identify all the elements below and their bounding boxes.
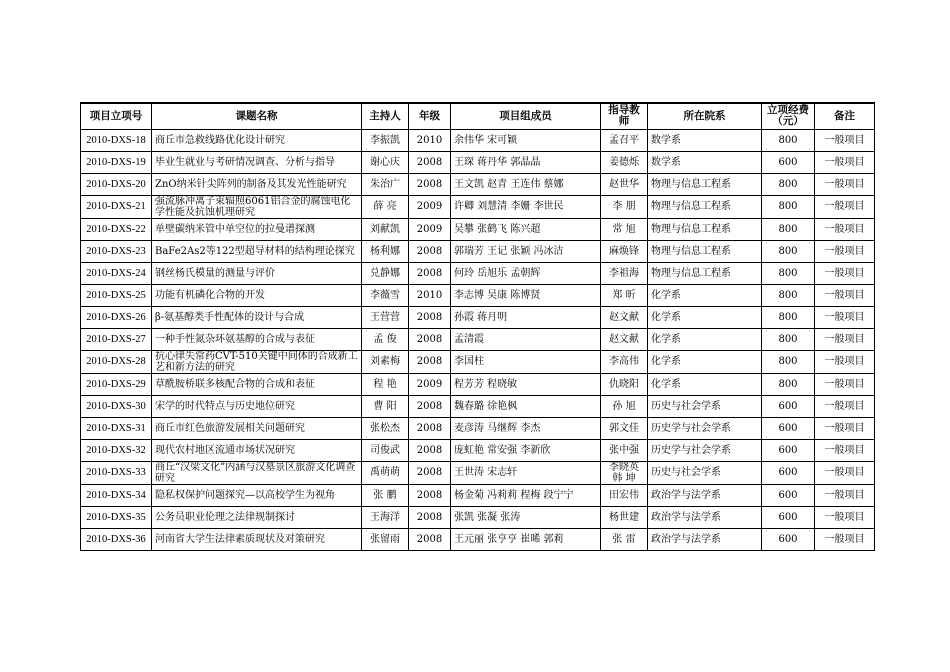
advisor-cell: 李高伟	[601, 350, 648, 373]
table-row	[81, 461, 875, 484]
table-row	[81, 328, 875, 350]
department-cell: 政治学与法学系	[648, 484, 762, 506]
department-cell: 物理与信息工程系	[648, 240, 762, 262]
project-table	[80, 102, 875, 551]
department-cell: 数学系	[648, 151, 762, 173]
leader-cell: 张松杰	[362, 417, 409, 439]
grade-cell: 2008	[409, 151, 451, 173]
grade-cell: 2008	[409, 306, 451, 328]
department-cell: 化学系	[648, 306, 762, 328]
table-row	[81, 439, 875, 461]
advisor-cell: 赵世华	[601, 173, 648, 195]
topic-cell: 公务员职业伦理之法律规制探讨	[152, 506, 362, 528]
topic-cell: ZnO纳米针尖阵列的制备及其发光性能研究	[152, 173, 362, 195]
advisor-cell: 仇晓阳	[601, 373, 648, 395]
leader-cell: 孟 俊	[362, 328, 409, 350]
header-row	[81, 103, 875, 129]
members-cell: 杨金菊 冯莉莉 程梅 段宁宁	[451, 484, 601, 506]
advisor-cell: 张中强	[601, 439, 648, 461]
remarks-cell: 一般项目	[815, 484, 875, 506]
leader-cell: 程 艳	[362, 373, 409, 395]
header-leader: 主持人	[362, 103, 409, 129]
department-cell: 化学系	[648, 284, 762, 306]
grade-cell: 2008	[409, 417, 451, 439]
project-id-cell: 2010-DXS-36	[81, 528, 152, 550]
members-cell: 余伟华 宋可颖	[451, 129, 601, 151]
table-row	[81, 195, 875, 218]
funding-cell: 800	[762, 284, 815, 306]
project-id-cell: 2010-DXS-28	[81, 350, 152, 373]
project-id-cell: 2010-DXS-25	[81, 284, 152, 306]
remarks-cell: 一般项目	[815, 218, 875, 240]
funding-cell: 600	[762, 484, 815, 506]
leader-cell: 朱治广	[362, 173, 409, 195]
members-cell: 李国柱	[451, 350, 601, 373]
remarks-cell: 一般项目	[815, 528, 875, 550]
members-cell: 张凯 张凝 张涛	[451, 506, 601, 528]
department-cell: 政治学与法学系	[648, 528, 762, 550]
funding-cell: 800	[762, 373, 815, 395]
advisor-cell: 常 旭	[601, 218, 648, 240]
topic-cell: 草酰胺桥联多核配合物的合成和表征	[152, 373, 362, 395]
header-members: 项目组成员	[451, 103, 601, 129]
leader-cell: 司俊武	[362, 439, 409, 461]
header-topic: 课题名称	[152, 103, 362, 129]
table-row	[81, 129, 875, 151]
advisor-cell: 田宏伟	[601, 484, 648, 506]
topic-cell: 强流脉冲离子束辐照6061铝合金的腐蚀电化学性能及抗蚀机理研究	[152, 195, 362, 218]
grade-cell: 2008	[409, 350, 451, 373]
leader-cell: 王海洋	[362, 506, 409, 528]
grade-cell: 2008	[409, 328, 451, 350]
table-row	[81, 484, 875, 506]
funding-cell: 600	[762, 439, 815, 461]
table-row	[81, 262, 875, 284]
topic-cell: 现代农村地区流通市场状况研究	[152, 439, 362, 461]
remarks-cell: 一般项目	[815, 506, 875, 528]
project-id-cell: 2010-DXS-27	[81, 328, 152, 350]
funding-cell: 600	[762, 417, 815, 439]
funding-cell: 800	[762, 328, 815, 350]
members-cell: 王琛 蒋丹华 郭晶晶	[451, 151, 601, 173]
department-cell: 历史学与社会学系	[648, 417, 762, 439]
grade-cell: 2008	[409, 461, 451, 484]
grade-cell: 2010	[409, 129, 451, 151]
leader-cell: 禹萌萌	[362, 461, 409, 484]
funding-cell: 600	[762, 506, 815, 528]
topic-cell: 功能有机磷化合物的开发	[152, 284, 362, 306]
grade-cell: 2008	[409, 484, 451, 506]
funding-cell: 800	[762, 218, 815, 240]
table-row	[81, 506, 875, 528]
department-cell: 化学系	[648, 328, 762, 350]
header-remarks: 备注	[815, 103, 875, 129]
department-cell: 物理与信息工程系	[648, 173, 762, 195]
header-advisor: 指导教师	[601, 103, 648, 129]
advisor-cell: 赵文献	[601, 306, 648, 328]
remarks-cell: 一般项目	[815, 439, 875, 461]
table-row	[81, 151, 875, 173]
leader-cell: 刘献凯	[362, 218, 409, 240]
header-department: 所在院系	[648, 103, 762, 129]
table-row	[81, 395, 875, 417]
topic-cell: 钢丝杨氏模量的测量与评价	[152, 262, 362, 284]
leader-cell: 王营营	[362, 306, 409, 328]
leader-cell: 张 鹏	[362, 484, 409, 506]
funding-cell: 800	[762, 350, 815, 373]
project-id-cell: 2010-DXS-34	[81, 484, 152, 506]
project-id-cell: 2010-DXS-29	[81, 373, 152, 395]
leader-cell: 杨利娜	[362, 240, 409, 262]
leader-cell: 李振凯	[362, 129, 409, 151]
department-cell: 化学系	[648, 373, 762, 395]
department-cell: 数学系	[648, 129, 762, 151]
advisor-cell: 郭文佳	[601, 417, 648, 439]
advisor-cell: 麻焕锋	[601, 240, 648, 262]
remarks-cell: 一般项目	[815, 129, 875, 151]
remarks-cell: 一般项目	[815, 417, 875, 439]
members-cell: 王世涛 宋志轩	[451, 461, 601, 484]
topic-cell: 商丘市急救线路优化设计研究	[152, 129, 362, 151]
leader-cell: 兑静娜	[362, 262, 409, 284]
funding-cell: 600	[762, 461, 815, 484]
remarks-cell: 一般项目	[815, 306, 875, 328]
grade-cell: 2009	[409, 218, 451, 240]
table-row	[81, 417, 875, 439]
table-row	[81, 218, 875, 240]
grade-cell: 2008	[409, 395, 451, 417]
leader-cell: 刘素梅	[362, 350, 409, 373]
leader-cell: 薛 亮	[362, 195, 409, 218]
funding-cell: 800	[762, 306, 815, 328]
members-cell: 魏春璐 徐艳枫	[451, 395, 601, 417]
remarks-cell: 一般项目	[815, 395, 875, 417]
members-cell: 王元丽 张亨亨 崔晞 郭莉	[451, 528, 601, 550]
topic-cell: 单壁碳纳米管中单空位的拉曼谱探测	[152, 218, 362, 240]
department-cell: 历史与社会学系	[648, 395, 762, 417]
remarks-cell: 一般项目	[815, 284, 875, 306]
remarks-cell: 一般项目	[815, 461, 875, 484]
grade-cell: 2008	[409, 439, 451, 461]
department-cell: 物理与信息工程系	[648, 195, 762, 218]
department-cell: 历史与社会学系	[648, 461, 762, 484]
advisor-cell: 李 朋	[601, 195, 648, 218]
topic-cell: 宋学的时代特点与历史地位研究	[152, 395, 362, 417]
remarks-cell: 一般项目	[815, 350, 875, 373]
project-id-cell: 2010-DXS-35	[81, 506, 152, 528]
funding-cell: 600	[762, 395, 815, 417]
remarks-cell: 一般项目	[815, 151, 875, 173]
grade-cell: 2009	[409, 373, 451, 395]
members-cell: 吴攀 张鹤飞 陈兴超	[451, 218, 601, 240]
table-row	[81, 173, 875, 195]
members-cell: 庞虹艳 常安强 李新欣	[451, 439, 601, 461]
members-cell: 孙霞 蒋月明	[451, 306, 601, 328]
department-cell: 历史学与社会学系	[648, 439, 762, 461]
advisor-cell: 孟召平	[601, 129, 648, 151]
remarks-cell: 一般项目	[815, 240, 875, 262]
leader-cell: 张留雨	[362, 528, 409, 550]
table-row	[81, 350, 875, 373]
department-cell: 物理与信息工程系	[648, 262, 762, 284]
topic-cell: 隐私权保护问题探究—以高校学生为视角	[152, 484, 362, 506]
funding-cell: 800	[762, 240, 815, 262]
table-body	[81, 129, 875, 550]
topic-cell: 商丘市红色旅游发展相关问题研究	[152, 417, 362, 439]
project-id-cell: 2010-DXS-24	[81, 262, 152, 284]
grade-cell: 2008	[409, 173, 451, 195]
project-id-cell: 2010-DXS-33	[81, 461, 152, 484]
grade-cell: 2010	[409, 284, 451, 306]
leader-cell: 曹 阳	[362, 395, 409, 417]
project-id-cell: 2010-DXS-32	[81, 439, 152, 461]
table-row	[81, 284, 875, 306]
advisor-cell: 郑 昕	[601, 284, 648, 306]
grade-cell: 2009	[409, 195, 451, 218]
department-cell: 物理与信息工程系	[648, 218, 762, 240]
funding-cell: 800	[762, 173, 815, 195]
topic-cell: 毕业生就业与考研情况调查、分析与指导	[152, 151, 362, 173]
project-id-cell: 2010-DXS-19	[81, 151, 152, 173]
funding-cell: 600	[762, 528, 815, 550]
remarks-cell: 一般项目	[815, 328, 875, 350]
project-id-cell: 2010-DXS-22	[81, 218, 152, 240]
members-cell: 麦彦涛 马继辉 李杰	[451, 417, 601, 439]
advisor-cell: 张 雷	[601, 528, 648, 550]
topic-cell: BaFe2As2等122型超导材料的结构理论探究	[152, 240, 362, 262]
leader-cell: 谢心庆	[362, 151, 409, 173]
advisor-cell: 赵文献	[601, 328, 648, 350]
table-row	[81, 373, 875, 395]
remarks-cell: 一般项目	[815, 173, 875, 195]
remarks-cell: 一般项目	[815, 195, 875, 218]
funding-cell: 800	[762, 195, 815, 218]
members-cell: 何玲 岳旭乐 孟朝辉	[451, 262, 601, 284]
members-cell: 李志博 吴康 陈博贤	[451, 284, 601, 306]
topic-cell: 一种手性氮杂环氨基醇的合成与表征	[152, 328, 362, 350]
project-id-cell: 2010-DXS-20	[81, 173, 152, 195]
grade-cell: 2008	[409, 240, 451, 262]
grade-cell: 2008	[409, 262, 451, 284]
members-cell: 程芳芳 程晓敏	[451, 373, 601, 395]
advisor-cell: 孙 旭	[601, 395, 648, 417]
project-id-cell: 2010-DXS-23	[81, 240, 152, 262]
grade-cell: 2008	[409, 506, 451, 528]
table-row	[81, 240, 875, 262]
project-id-cell: 2010-DXS-30	[81, 395, 152, 417]
grade-cell: 2008	[409, 528, 451, 550]
members-cell: 许卿 刘慧清 李姗 李世民	[451, 195, 601, 218]
remarks-cell: 一般项目	[815, 262, 875, 284]
project-id-cell: 2010-DXS-21	[81, 195, 152, 218]
members-cell: 孟清霞	[451, 328, 601, 350]
topic-cell: 商丘“汉梁文化”内涵与汉墓景区旅游文化调查研究	[152, 461, 362, 484]
project-id-cell: 2010-DXS-31	[81, 417, 152, 439]
advisor-cell: 李祖海	[601, 262, 648, 284]
funding-cell: 800	[762, 129, 815, 151]
topic-cell: β-氨基醇类手性配体的设计与合成	[152, 306, 362, 328]
department-cell: 政治学与法学系	[648, 506, 762, 528]
topic-cell: 河南省大学生法律素质现状及对策研究	[152, 528, 362, 550]
members-cell: 王文凯 赵青 王连伟 蔡娜	[451, 173, 601, 195]
leader-cell: 李薇雪	[362, 284, 409, 306]
department-cell: 化学系	[648, 350, 762, 373]
topic-cell: 抗心律失常药CVT-510关键中间体的合成新工艺和新方法的研究	[152, 350, 362, 373]
advisor-cell: 杨世建	[601, 506, 648, 528]
header-grade: 年级	[409, 103, 451, 129]
table-row	[81, 306, 875, 328]
funding-cell: 600	[762, 151, 815, 173]
header-funding: 立项经费（元）	[762, 103, 815, 129]
advisor-cell: 李晓英 韩 坤	[601, 461, 648, 484]
project-id-cell: 2010-DXS-18	[81, 129, 152, 151]
members-cell: 郭瑞芳 王记 张颖 冯冰洁	[451, 240, 601, 262]
header-project-id: 项目立项号	[81, 103, 152, 129]
table-row	[81, 528, 875, 550]
funding-cell: 800	[762, 262, 815, 284]
remarks-cell: 一般项目	[815, 373, 875, 395]
project-id-cell: 2010-DXS-26	[81, 306, 152, 328]
advisor-cell: 姜德烁	[601, 151, 648, 173]
